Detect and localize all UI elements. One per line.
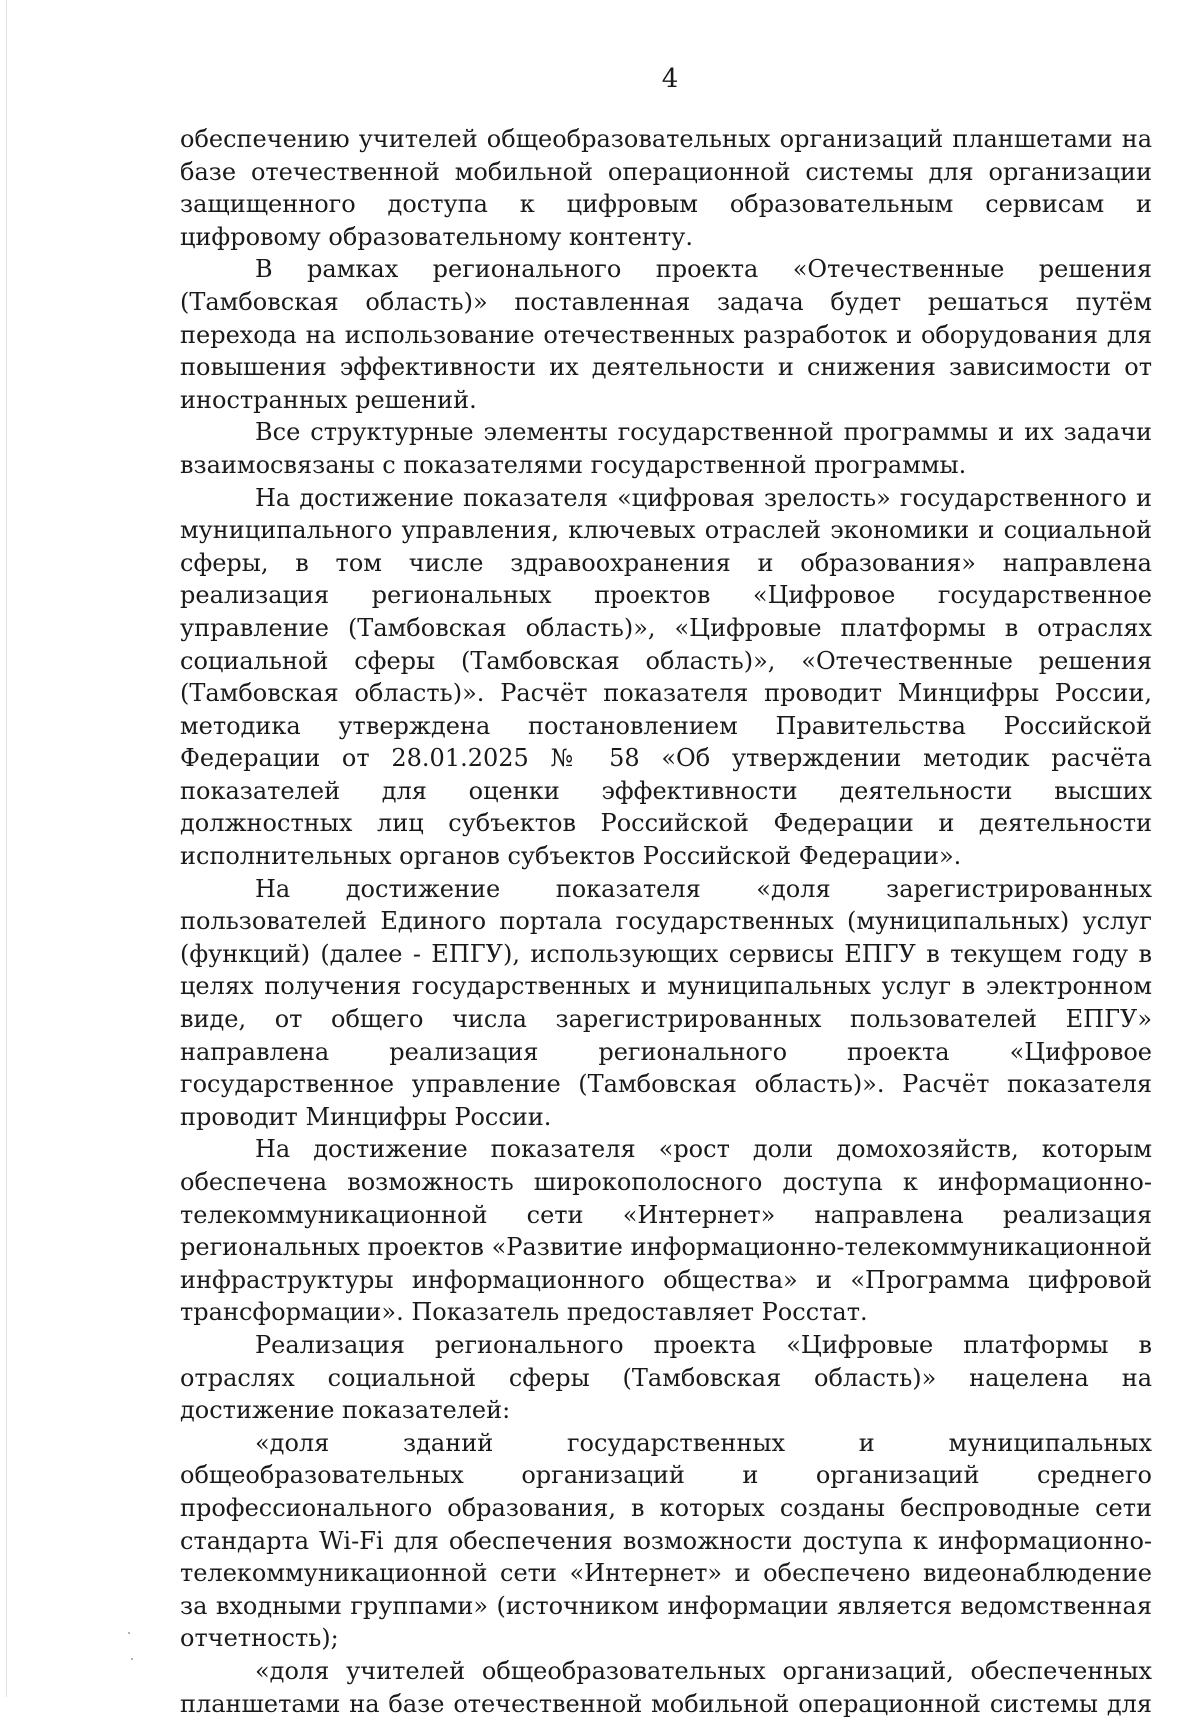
scan-edge-line [6,0,7,1697]
paragraph-social-platforms: Реализация регионального проекта «Цифровые платформы в отраслях социальной сферы (Тамбовская область)» нацелена на достижение показателей: [180,1330,1152,1425]
scan-speck [128,1632,130,1634]
paragraph-wifi-buildings: «доля зданий государственных и муниципальных общеобразовательных организаций и организаций среднего профессионального образования, в которых созданы беспроводные сети стандарта Wi-Fi для обеспечения возможности доступа к информационно-телекоммуникационной сети «Интернет» и обеспечено видеонаблюдение за входными группами» (источником информации является ведомственная отчетность); [180,1428,1152,1653]
page-number: 4 [661,64,679,94]
paragraph-broadband-households: На достижение показателя «рост доли домохозяйств, которым обеспечена возможность широкополосного доступа к информационно-телекоммуникационной сети «Интернет» направлена реализация региональных проектов «Развитие информационно-телекоммуникационной инфраструктуры информационного общества» и «Программа цифровой трансформации». Показатель предоставляет Росстат. [180,1135,1152,1327]
document-body [180,123,1152,1720]
paragraph-teacher-tablets: «доля учителей общеобразовательных организаций, обеспеченных планшетами на базе отечественной мобильной операционной системы для [180,1656,1152,1718]
paragraph-digital-maturity: На достижение показателя «цифровая зрелость» государственного и муниципального управления, ключевых отраслей экономики и социальной сферы, в том числе здравоохранения и образования» направлена реализация региональных проектов «Цифровое государственное управление (Тамбовская область)», «Цифровые платформы в отраслях социальной сферы (Тамбовская область)», «Отечественные решения (Тамбовская область)». Расчёт показателя проводит Минцифры России, методика утверждена постановлением Правительства Российской Федерации от 28.01.2025 № 58 «Об утверждении методик расчёта показателей для оценки эффективности деятельности высших должностных лиц субъектов Российской Федерации и деятельности исполнительных органов субъектов Российской Федерации». [180,483,1152,871]
paragraph-domestic-solutions: В рамках регионального проекта «Отечественные решения (Тамбовская область)» поставленная задача будет решаться путём перехода на использование отечественных разработок и оборудования для повышения эффективности их деятельности и снижения зависимости от иностранных решений. [180,255,1152,414]
paragraph-structural-elements: Все структурные элементы государственной программы и их задачи взаимосвязаны с показателями государственной программы. [180,418,1152,479]
paragraph-continuation: обеспечению учителей общеобразовательных организаций планшетами на базе отечественной мобильной операционной системы для организации защищенного доступа к цифровым образовательным сервисам и цифровому образовательному контенту. [180,125,1152,251]
scan-speck [131,1658,133,1660]
paragraph-epgu-users: На достижение показателя «доля зарегистрированных пользователей Единого портала государственных (муниципальных) услуг (функций) (далее - ЕПГУ), использующих сервисы ЕПГУ в текущем году в целях получения государственных и муниципальных услуг в электронном виде, от общего числа зарегистрированных пользователей ЕПГУ» направлена реализация регионального проекта «Цифровое государственное управление (Тамбовская область)». Расчёт показателя проводит Минцифры России. [180,874,1152,1131]
